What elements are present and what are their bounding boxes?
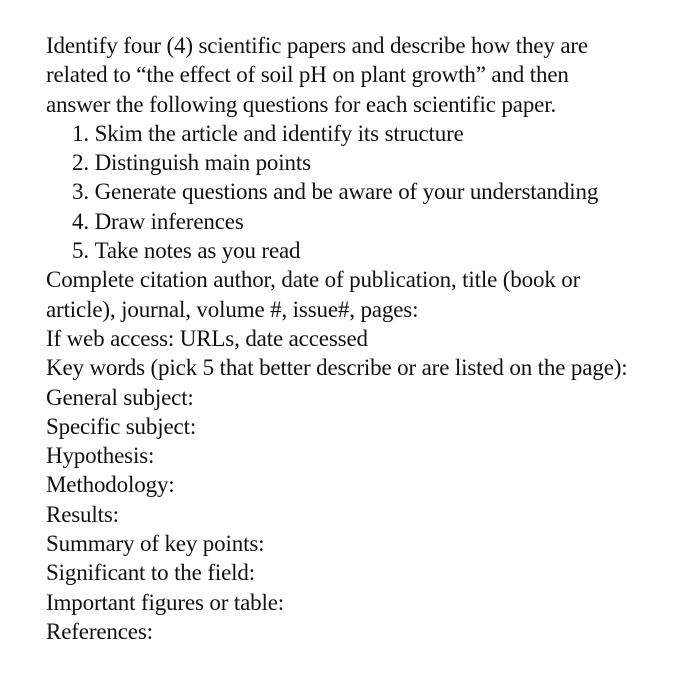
step-item	[46, 207, 696, 236]
reading-steps-list	[46, 119, 696, 265]
step-text: Distinguish main points	[94, 150, 311, 176]
field-web-access: If web access: URLs, date accessed	[46, 325, 368, 351]
step-text: Skim the article and identify its structure	[94, 120, 464, 146]
step-number: 3 .	[72, 177, 95, 206]
step-number: 5 .	[72, 236, 95, 265]
field-summary: Summary of key points:	[46, 531, 265, 557]
step-number: 2 .	[72, 148, 95, 177]
intro-line: related to “the effect of soil pH on plant growth” and then	[46, 62, 569, 88]
field-significance: Significant to the field:	[46, 560, 255, 586]
field-results: Results:	[46, 501, 119, 527]
field-specific-subject: Specific subject:	[46, 413, 197, 439]
field-citation-line-1: Complete citation author, date of publication, title (book or	[46, 267, 581, 293]
step-text: Draw inferences	[94, 208, 244, 234]
intro-line: answer the following questions for each scientific paper.	[46, 91, 557, 117]
step-number: 1 .	[72, 119, 95, 148]
intro-paragraph	[46, 31, 696, 119]
step-item	[46, 119, 696, 148]
field-general-subject: General subject:	[46, 384, 194, 410]
step-text: Take notes as you read	[94, 238, 301, 264]
field-key-words: Key words (pick 5 that better describe or are listed on the page):	[46, 355, 628, 381]
step-number: 4 .	[72, 207, 95, 236]
question-fields	[46, 265, 696, 646]
field-figures: Important figures or table:	[46, 589, 285, 615]
intro-line: Identify four (4) scientific papers and describe how they are	[46, 33, 588, 58]
assignment-document	[46, 31, 696, 646]
field-methodology: Methodology:	[46, 472, 175, 498]
step-text: Generate questions and be aware of your understanding	[94, 179, 599, 205]
step-item	[46, 148, 696, 177]
field-hypothesis: Hypothesis:	[46, 443, 155, 469]
field-references: References:	[46, 618, 153, 644]
step-item	[46, 177, 696, 206]
step-item	[46, 236, 696, 265]
field-citation-line-2: article), journal, volume #, issue#, pages:	[46, 296, 419, 322]
